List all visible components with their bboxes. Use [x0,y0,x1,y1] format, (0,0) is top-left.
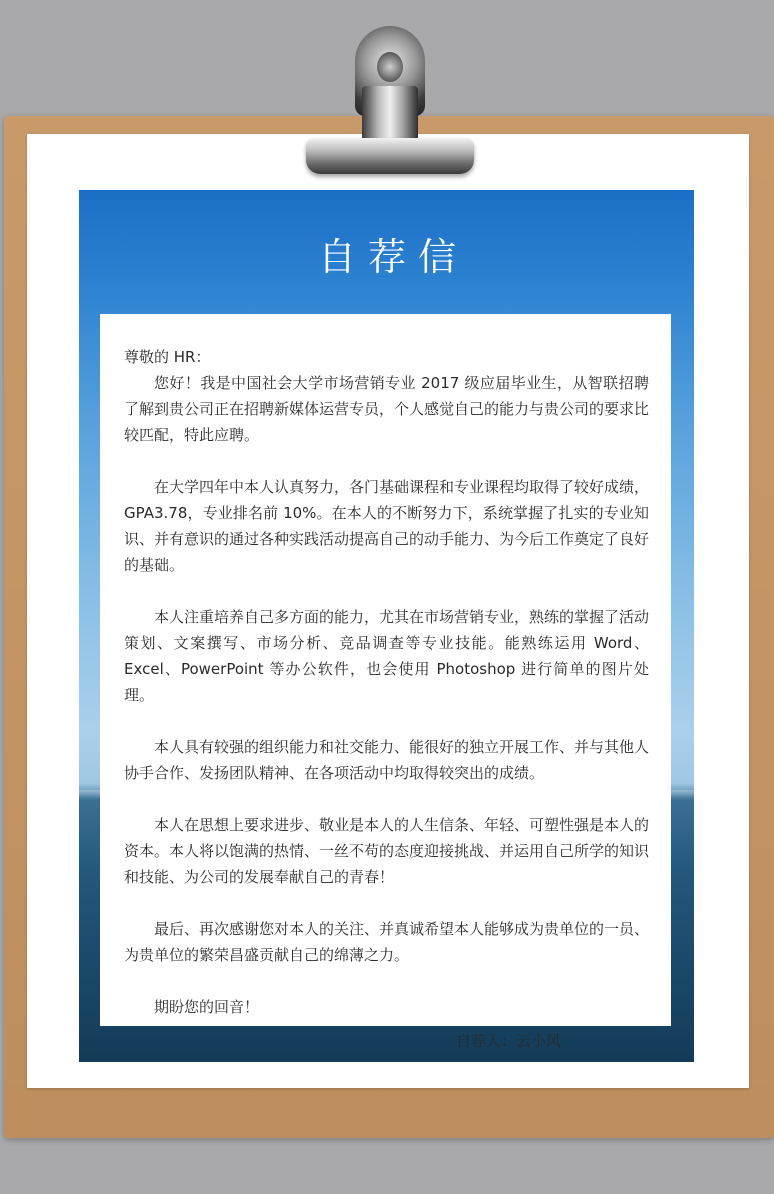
binder-clip-base-icon [306,138,474,174]
letter-paragraph: 在大学四年中本人认真努力，各门基础课程和专业课程均取得了较好成绩，GPA3.78，专业排名前 10%。在本人的不断努力下，系统掌握了扎实的专业知识、并有意识的通过各种实践活动提高自己的动手能力、为今后工作奠定了良好的基础。 [124,478,650,574]
letter-paragraph: 本人注重培养自己多方面的能力，尤其在市场营销专业，熟练的掌握了活动策划、文案撰写、市场分析、竞品调查等专业技能。能熟练运用 Word、Excel、PowerPoint 等办公软件，也会使用 Photoshop 进行简单的图片处理。 [124,608,650,704]
letter-closing: 期盼您的回音！ [154,998,260,1016]
letter-paragraph: 本人在思想上要求进步、敬业是本人的人生信条、年轻、可塑性强是本人的资本。本人将以饱满的热情、一丝不苟的态度迎接挑战、并运用自己所学的知识和技能、为公司的发展奉献自己的青春！ [124,816,650,886]
letter-paragraph: 最后、再次感谢您对本人的关注、并真诚希望本人能够成为贵单位的一员、为贵单位的繁荣昌盛贡献自己的绵薄之力。 [124,920,650,964]
letter-body [100,314,671,1050]
page-title: 自荐信 [317,235,468,279]
letter-paragraph: 您好！我是中国社会大学市场营销专业 2017 级应届毕业生，从智联招聘了解到贵公司正在招聘新媒体运营专员，个人感觉自己的能力与贵公司的要求比较匹配，特此应聘。 [124,374,650,444]
binder-clip-hole-icon [377,52,403,82]
binder-clip-neck-icon [362,86,418,142]
letter-paragraph: 本人具有较强的组织能力和社交能力、能很好的独立开展工作、并与其他人协手合作、发扬团队精神、在各项活动中均取得较突出的成绩。 [124,738,650,782]
letter-greeting: 尊敬的 HR： [124,348,211,366]
letter-signature: 自荐人：云小风 [455,1032,561,1050]
